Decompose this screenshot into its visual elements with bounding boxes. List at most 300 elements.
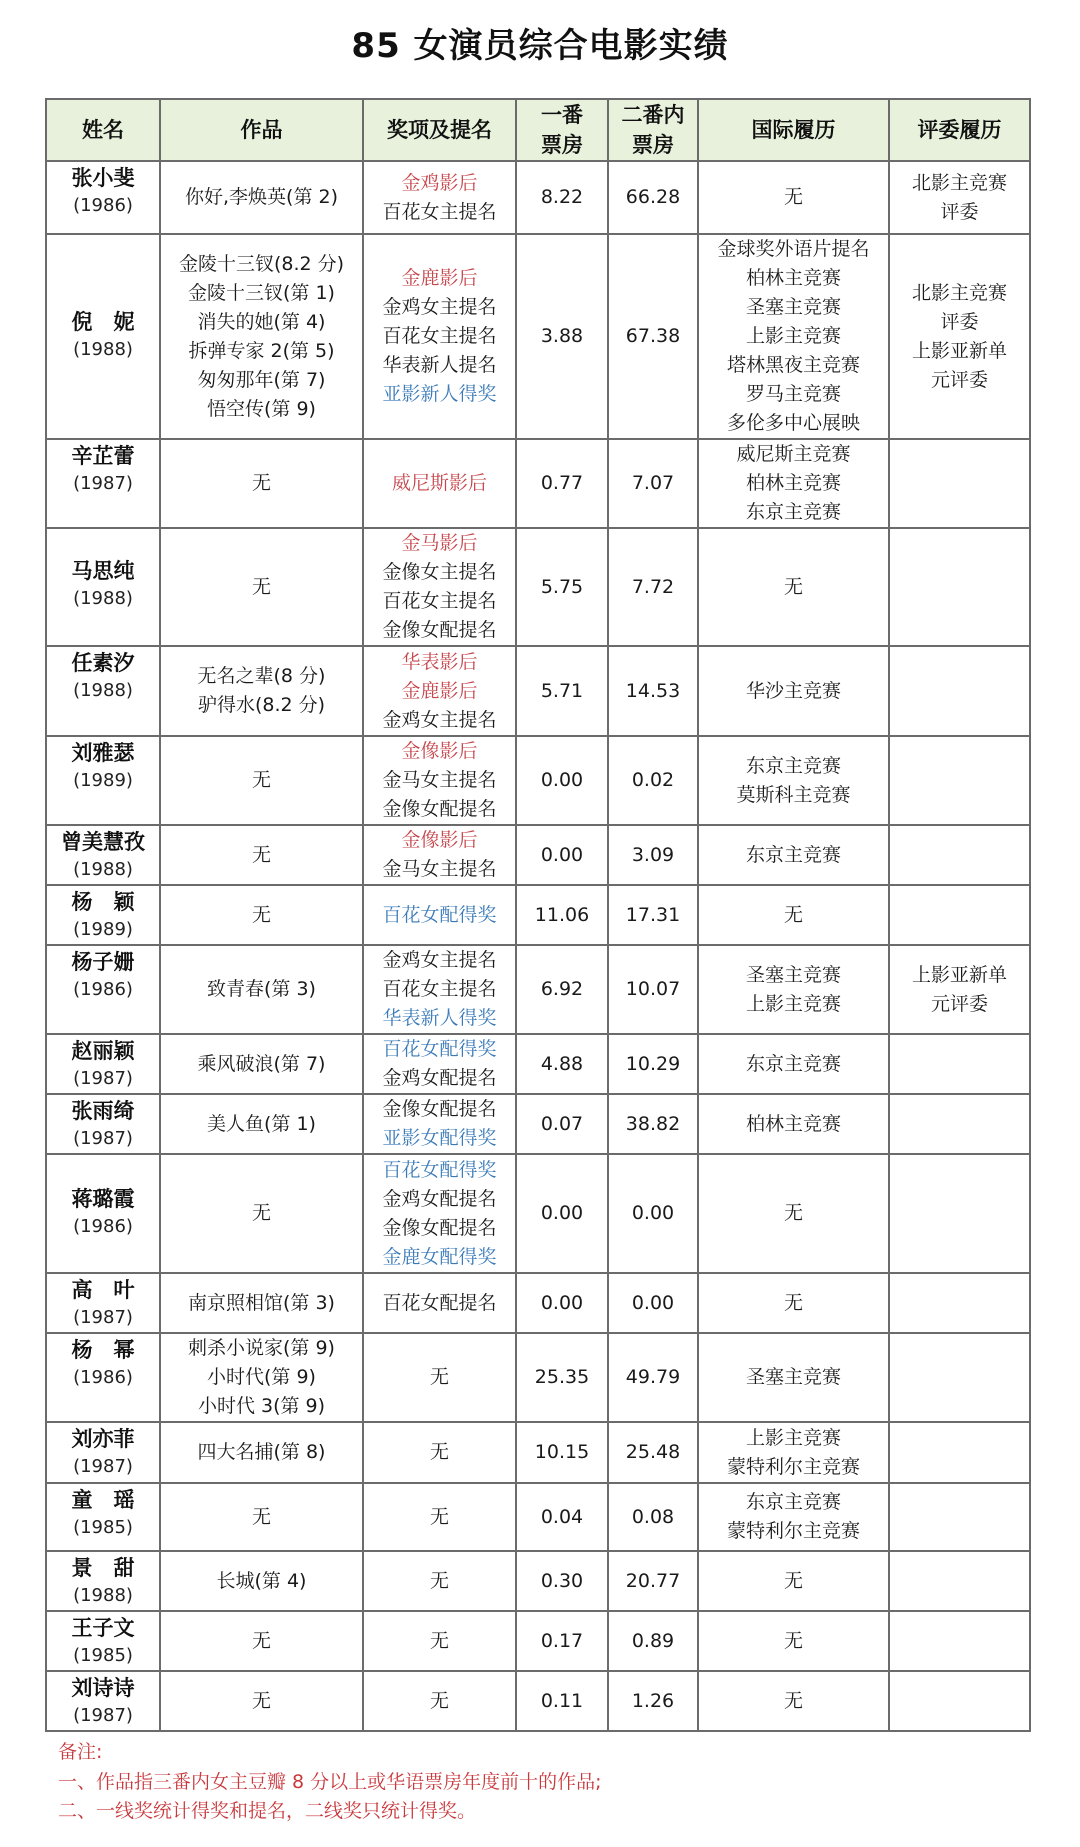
intl-item: 圣塞主竞赛 — [745, 1366, 841, 1388]
awards-cell — [363, 945, 516, 1034]
intl-cell — [698, 885, 889, 945]
intl-item: 柏林主竞赛 — [745, 472, 841, 494]
box-office-lead-cell: 6.92 — [516, 945, 608, 1034]
intl-item: 罗马主竞赛 — [745, 383, 841, 405]
work-item: 刺杀小说家(第 9) — [188, 1337, 335, 1359]
box-office-top2-cell: 49.79 — [608, 1333, 698, 1422]
jury-item: 评委 — [940, 200, 979, 223]
table-row — [46, 1483, 1030, 1551]
table-row — [46, 439, 1030, 528]
page-title: 85 女演员综合电影实绩 — [351, 26, 729, 66]
intl-item: 威尼斯主竞赛 — [736, 443, 851, 465]
work-item: 无 — [251, 1689, 271, 1712]
jury-item: 评委 — [940, 310, 979, 333]
works-cell — [160, 161, 363, 234]
actress-name: 王子文 — [71, 1616, 135, 1640]
intl-item: 塔林黑夜主竞赛 — [726, 354, 860, 376]
intl-item: 蒙特利尔主竞赛 — [726, 1455, 860, 1478]
intl-cell — [698, 825, 889, 885]
work-item: 金陵十三钗(第 1) — [188, 281, 335, 304]
intl-item: 无 — [783, 1202, 803, 1224]
header-jury: 评委履历 — [889, 99, 1030, 161]
award-item: 金像影后 — [401, 829, 478, 851]
name-cell — [46, 439, 160, 528]
table-row — [46, 1422, 1030, 1483]
header-awards: 奖项及提名 — [363, 99, 516, 161]
works-cell — [160, 1483, 363, 1551]
intl-cell — [698, 161, 889, 234]
name-cell — [46, 736, 160, 825]
table-row — [46, 161, 1030, 234]
birth-year: (1988) — [73, 588, 133, 609]
intl-item: 蒙特利尔主竞赛 — [726, 1520, 860, 1542]
intl-item: 圣塞主竞赛 — [745, 296, 841, 318]
box-office-lead-cell: 0.00 — [516, 825, 608, 885]
jury-cell — [889, 1333, 1030, 1422]
header-box2-line2: 票房 — [632, 133, 674, 157]
actress-name: 杨子姗 — [71, 950, 135, 974]
actress-name: 马思纯 — [71, 559, 135, 583]
actress-name: 任素汐 — [71, 651, 135, 675]
box-office-top2-cell: 0.89 — [608, 1611, 698, 1671]
intl-item: 东京主竞赛 — [745, 1052, 841, 1075]
award-item: 金像女配提名 — [382, 1216, 497, 1239]
birth-year: (1988) — [73, 859, 133, 880]
actress-name: 杨 颖 — [71, 890, 135, 914]
work-item: 无 — [251, 843, 271, 866]
table-row — [46, 1273, 1030, 1333]
award-item: 亚影女配得奖 — [382, 1127, 497, 1149]
name-cell — [46, 1154, 160, 1273]
actress-name: 蒋璐霞 — [71, 1186, 135, 1211]
box-office-top2-cell: 38.82 — [608, 1094, 698, 1154]
work-item: 无 — [251, 769, 271, 791]
actress-name: 赵丽颖 — [71, 1039, 135, 1063]
jury-cell — [889, 528, 1030, 646]
award-item: 华表新人提名 — [382, 354, 497, 376]
works-cell — [160, 439, 363, 528]
actress-name: 景 甜 — [71, 1556, 135, 1580]
birth-year: (1987) — [73, 1456, 133, 1477]
intl-cell — [698, 1611, 889, 1671]
table-row — [46, 945, 1030, 1034]
work-item: 消失的她(第 4) — [197, 310, 326, 333]
intl-item: 无 — [783, 1689, 803, 1712]
birth-year: (1987) — [73, 473, 133, 494]
award-item: 无 — [429, 1366, 449, 1388]
actress-name: 刘亦菲 — [71, 1427, 135, 1451]
actress-name: 童 瑶 — [71, 1488, 135, 1512]
awards-cell — [363, 1333, 516, 1422]
work-item: 无名之辈(8 分) — [197, 665, 326, 687]
jury-cell — [889, 1094, 1030, 1154]
work-item: 长城(第 4) — [216, 1569, 307, 1592]
awards-cell — [363, 646, 516, 736]
awards-cell — [363, 1094, 516, 1154]
award-item: 金鸡影后 — [401, 171, 478, 194]
intl-item: 东京主竞赛 — [745, 843, 841, 866]
box-office-top2-cell: 7.07 — [608, 439, 698, 528]
table-row — [46, 234, 1030, 439]
header-box2 — [608, 99, 698, 161]
intl-cell — [698, 945, 889, 1034]
birth-year: (1987) — [73, 1128, 133, 1149]
award-item: 百花女主提名 — [382, 200, 497, 223]
table-row — [46, 1611, 1030, 1671]
jury-cell — [889, 234, 1030, 439]
intl-cell — [698, 234, 889, 439]
intl-cell — [698, 439, 889, 528]
award-item: 金鹿女配得奖 — [382, 1245, 497, 1268]
award-item: 无 — [429, 1441, 449, 1463]
box-office-lead-cell: 0.04 — [516, 1483, 608, 1551]
box-office-lead-cell: 8.22 — [516, 161, 608, 234]
award-item: 金像女配提名 — [382, 798, 497, 820]
intl-cell — [698, 1273, 889, 1333]
box-office-lead-cell: 25.35 — [516, 1333, 608, 1422]
award-item: 金鸡女配提名 — [382, 1187, 497, 1210]
intl-item: 柏林主竞赛 — [745, 1112, 841, 1135]
works-cell — [160, 1422, 363, 1483]
work-item: 无 — [251, 575, 271, 598]
work-item: 驴得水(8.2 分) — [197, 694, 326, 716]
jury-cell — [889, 1483, 1030, 1551]
award-item: 无 — [429, 1569, 449, 1592]
intl-cell — [698, 1551, 889, 1611]
award-item: 金鸡女主提名 — [382, 296, 497, 318]
box-office-top2-cell: 20.77 — [608, 1551, 698, 1611]
table-body — [46, 161, 1030, 1731]
intl-item: 莫斯科主竞赛 — [736, 783, 851, 806]
intl-cell — [698, 528, 889, 646]
works-cell — [160, 945, 363, 1034]
works-cell — [160, 1551, 363, 1611]
box-office-top2-cell: 14.53 — [608, 646, 698, 736]
actress-table — [45, 98, 1031, 1732]
jury-item: 元评委 — [930, 992, 988, 1015]
birth-year: (1989) — [73, 919, 133, 940]
awards-cell — [363, 439, 516, 528]
awards-cell — [363, 1483, 516, 1551]
works-cell — [160, 1034, 363, 1094]
awards-cell — [363, 1273, 516, 1333]
table-row — [46, 528, 1030, 646]
name-cell — [46, 825, 160, 885]
header-name: 姓名 — [46, 99, 160, 161]
award-item: 金鹿影后 — [401, 679, 478, 702]
header-row — [46, 99, 1030, 161]
jury-cell — [889, 161, 1030, 234]
box-office-top2-cell: 17.31 — [608, 885, 698, 945]
jury-cell — [889, 1154, 1030, 1273]
intl-cell — [698, 646, 889, 736]
award-item: 威尼斯影后 — [391, 472, 487, 494]
name-cell — [46, 1551, 160, 1611]
box-office-top2-cell: 10.07 — [608, 945, 698, 1034]
box-office-top2-cell: 67.38 — [608, 234, 698, 439]
award-item: 亚影新人得奖 — [382, 383, 497, 405]
award-item: 百花女配得奖 — [382, 1038, 497, 1060]
intl-item: 多伦多中心展映 — [726, 412, 860, 434]
table-row — [46, 1671, 1030, 1731]
awards-cell — [363, 161, 516, 234]
work-item: 无 — [251, 1505, 271, 1528]
birth-year: (1987) — [73, 1068, 133, 1089]
jury-cell — [889, 1273, 1030, 1333]
intl-cell — [698, 1671, 889, 1731]
works-cell — [160, 646, 363, 736]
box-office-lead-cell: 3.88 — [516, 234, 608, 439]
work-item: 无 — [251, 1629, 271, 1652]
award-item: 金像影后 — [401, 740, 478, 762]
birth-year: (1989) — [73, 770, 133, 791]
note-item: 二、一线奖统计得奖和提名，二线奖只统计得奖。 — [58, 1800, 477, 1822]
birth-year: (1987) — [73, 1705, 133, 1726]
jury-cell — [889, 885, 1030, 945]
header-box1-line2: 票房 — [541, 133, 583, 157]
actress-name: 高 叶 — [71, 1278, 135, 1302]
intl-item: 金球奖外语片提名 — [717, 238, 870, 260]
works-cell — [160, 1154, 363, 1273]
intl-cell — [698, 1034, 889, 1094]
works-cell — [160, 1671, 363, 1731]
box-office-lead-cell: 4.88 — [516, 1034, 608, 1094]
actress-name: 曾美慧孜 — [61, 830, 145, 854]
birth-year: (1986) — [73, 1215, 133, 1237]
jury-cell — [889, 646, 1030, 736]
jury-cell — [889, 1422, 1030, 1483]
actress-name: 倪 妮 — [71, 309, 135, 334]
award-item: 金马女主提名 — [382, 858, 497, 880]
work-item: 无 — [251, 472, 271, 494]
jury-cell — [889, 439, 1030, 528]
award-item: 金马影后 — [401, 532, 478, 554]
actress-name: 刘雅瑟 — [71, 741, 135, 765]
header-box2-line1: 二番内 — [621, 103, 685, 127]
table-row — [46, 736, 1030, 825]
works-cell — [160, 736, 363, 825]
intl-item: 无 — [783, 575, 803, 598]
awards-cell — [363, 1154, 516, 1273]
header-box1 — [516, 99, 608, 161]
box-office-top2-cell: 3.09 — [608, 825, 698, 885]
intl-item: 无 — [783, 1629, 803, 1652]
jury-cell — [889, 1671, 1030, 1731]
award-item: 金鸡女主提名 — [382, 708, 497, 731]
name-cell — [46, 1422, 160, 1483]
award-item: 百花女配得奖 — [382, 903, 497, 926]
actress-name: 刘诗诗 — [71, 1676, 135, 1700]
intl-item: 东京主竞赛 — [745, 1491, 841, 1513]
birth-year: (1987) — [73, 1307, 133, 1328]
box-office-lead-cell: 5.71 — [516, 646, 608, 736]
works-cell — [160, 885, 363, 945]
award-item: 百花女主提名 — [382, 325, 497, 347]
birth-year: (1988) — [73, 338, 133, 360]
intl-item: 柏林主竞赛 — [745, 267, 841, 289]
note-item: 一、作品指三番内女主豆瓣 8 分以上或华语票房年度前十的作品; — [58, 1770, 602, 1793]
jury-item: 北影主竞赛 — [911, 171, 1007, 194]
work-item: 悟空传(第 9) — [207, 397, 316, 420]
intl-item: 圣塞主竞赛 — [745, 963, 841, 986]
award-item: 无 — [429, 1629, 449, 1652]
awards-cell — [363, 885, 516, 945]
box-office-lead-cell: 0.77 — [516, 439, 608, 528]
awards-cell — [363, 1034, 516, 1094]
award-item: 金像女配提名 — [382, 1098, 497, 1120]
name-cell — [46, 161, 160, 234]
box-office-lead-cell: 0.11 — [516, 1671, 608, 1731]
name-cell — [46, 1034, 160, 1094]
box-office-top2-cell: 7.72 — [608, 528, 698, 646]
box-office-top2-cell: 1.26 — [608, 1671, 698, 1731]
birth-year: (1988) — [73, 680, 133, 701]
name-cell — [46, 1671, 160, 1731]
box-office-lead-cell: 0.00 — [516, 736, 608, 825]
awards-cell — [363, 1671, 516, 1731]
box-office-lead-cell: 11.06 — [516, 885, 608, 945]
box-office-top2-cell: 25.48 — [608, 1422, 698, 1483]
work-item: 美人鱼(第 1) — [207, 1112, 316, 1135]
box-office-top2-cell: 0.02 — [608, 736, 698, 825]
award-item: 百花女主提名 — [382, 590, 497, 612]
intl-cell — [698, 736, 889, 825]
table-row — [46, 825, 1030, 885]
table-row — [46, 1551, 1030, 1611]
jury-cell — [889, 1611, 1030, 1671]
jury-cell — [889, 1034, 1030, 1094]
work-item: 匆匆那年(第 7) — [197, 368, 326, 391]
box-office-top2-cell: 0.00 — [608, 1154, 698, 1273]
award-item: 金鹿影后 — [401, 267, 478, 289]
work-item: 你好,李焕英(第 2) — [185, 186, 338, 208]
intl-cell — [698, 1422, 889, 1483]
notes — [58, 1738, 602, 1827]
jury-cell — [889, 945, 1030, 1034]
box-office-lead-cell: 0.00 — [516, 1273, 608, 1333]
award-item: 金鸡女主提名 — [382, 949, 497, 971]
works-cell — [160, 528, 363, 646]
award-item: 百花女主提名 — [382, 978, 497, 1000]
work-item: 金陵十三钗(8.2 分) — [178, 252, 345, 275]
work-item: 乘风破浪(第 7) — [197, 1052, 326, 1075]
name-cell — [46, 1333, 160, 1422]
intl-item: 华沙主竞赛 — [745, 679, 841, 702]
work-item: 四大名捕(第 8) — [197, 1441, 326, 1463]
box-office-lead-cell: 0.30 — [516, 1551, 608, 1611]
works-cell — [160, 1094, 363, 1154]
intl-item: 无 — [783, 1291, 803, 1314]
box-office-lead-cell: 10.15 — [516, 1422, 608, 1483]
awards-cell — [363, 736, 516, 825]
award-item: 百花女配提名 — [382, 1291, 497, 1314]
jury-cell — [889, 1551, 1030, 1611]
header-box1-line1: 一番 — [541, 103, 583, 127]
name-cell — [46, 945, 160, 1034]
intl-cell — [698, 1094, 889, 1154]
table-row — [46, 1034, 1030, 1094]
actress-name: 杨 幂 — [71, 1338, 135, 1362]
award-item: 无 — [429, 1505, 449, 1528]
box-office-top2-cell: 0.08 — [608, 1483, 698, 1551]
award-item: 华表新人得奖 — [382, 1007, 497, 1029]
awards-cell — [363, 234, 516, 439]
work-item: 无 — [251, 903, 271, 926]
name-cell — [46, 1094, 160, 1154]
name-cell — [46, 1611, 160, 1671]
intl-item: 无 — [783, 186, 803, 208]
jury-cell — [889, 825, 1030, 885]
box-office-lead-cell: 0.17 — [516, 1611, 608, 1671]
name-cell — [46, 528, 160, 646]
jury-cell — [889, 736, 1030, 825]
intl-item: 东京主竞赛 — [745, 754, 841, 777]
jury-item: 元评委 — [930, 368, 988, 391]
table-row — [46, 1154, 1030, 1273]
jury-item: 上影亚新单 — [911, 339, 1007, 362]
name-cell — [46, 234, 160, 439]
notes-label: 备注: — [58, 1741, 103, 1763]
award-item: 金鸡女配提名 — [382, 1067, 497, 1089]
actress-name: 张小斐 — [71, 166, 135, 190]
name-cell — [46, 1273, 160, 1333]
award-item: 百花女配得奖 — [382, 1158, 497, 1181]
birth-year: (1986) — [73, 979, 133, 1000]
birth-year: (1986) — [73, 195, 133, 216]
box-office-lead-cell: 5.75 — [516, 528, 608, 646]
work-item: 无 — [251, 1202, 271, 1224]
intl-cell — [698, 1333, 889, 1422]
box-office-top2-cell: 66.28 — [608, 161, 698, 234]
awards-cell — [363, 1611, 516, 1671]
table-row — [46, 885, 1030, 945]
works-cell — [160, 1611, 363, 1671]
box-office-top2-cell: 0.00 — [608, 1273, 698, 1333]
name-cell — [46, 646, 160, 736]
work-item: 致青春(第 3) — [207, 978, 316, 1000]
box-office-lead-cell: 0.07 — [516, 1094, 608, 1154]
birth-year: (1986) — [73, 1367, 133, 1388]
intl-item: 无 — [783, 1569, 803, 1592]
work-item: 小时代 3(第 9) — [197, 1395, 326, 1417]
awards-cell — [363, 825, 516, 885]
intl-cell — [698, 1154, 889, 1273]
table-row — [46, 646, 1030, 736]
intl-item: 上影主竞赛 — [745, 1426, 841, 1449]
work-item: 拆弹专家 2(第 5) — [188, 339, 335, 362]
birth-year: (1985) — [73, 1645, 133, 1666]
works-cell — [160, 825, 363, 885]
actress-name: 张雨绮 — [71, 1099, 135, 1123]
works-cell — [160, 1333, 363, 1422]
jury-item: 北影主竞赛 — [911, 281, 1007, 304]
header-intl: 国际履历 — [698, 99, 889, 161]
box-office-top2-cell: 10.29 — [608, 1034, 698, 1094]
birth-year: (1988) — [73, 1585, 133, 1606]
name-cell — [46, 885, 160, 945]
intl-item: 上影主竞赛 — [745, 992, 841, 1015]
actress-name: 辛芷蕾 — [71, 444, 135, 468]
intl-item: 东京主竞赛 — [745, 501, 841, 523]
award-item: 无 — [429, 1689, 449, 1712]
award-item: 金马女主提名 — [382, 769, 497, 791]
table-row — [46, 1333, 1030, 1422]
name-cell — [46, 1483, 160, 1551]
award-item: 金像女主提名 — [382, 561, 497, 583]
box-office-lead-cell: 0.00 — [516, 1154, 608, 1273]
birth-year: (1985) — [73, 1517, 133, 1538]
intl-cell — [698, 1483, 889, 1551]
